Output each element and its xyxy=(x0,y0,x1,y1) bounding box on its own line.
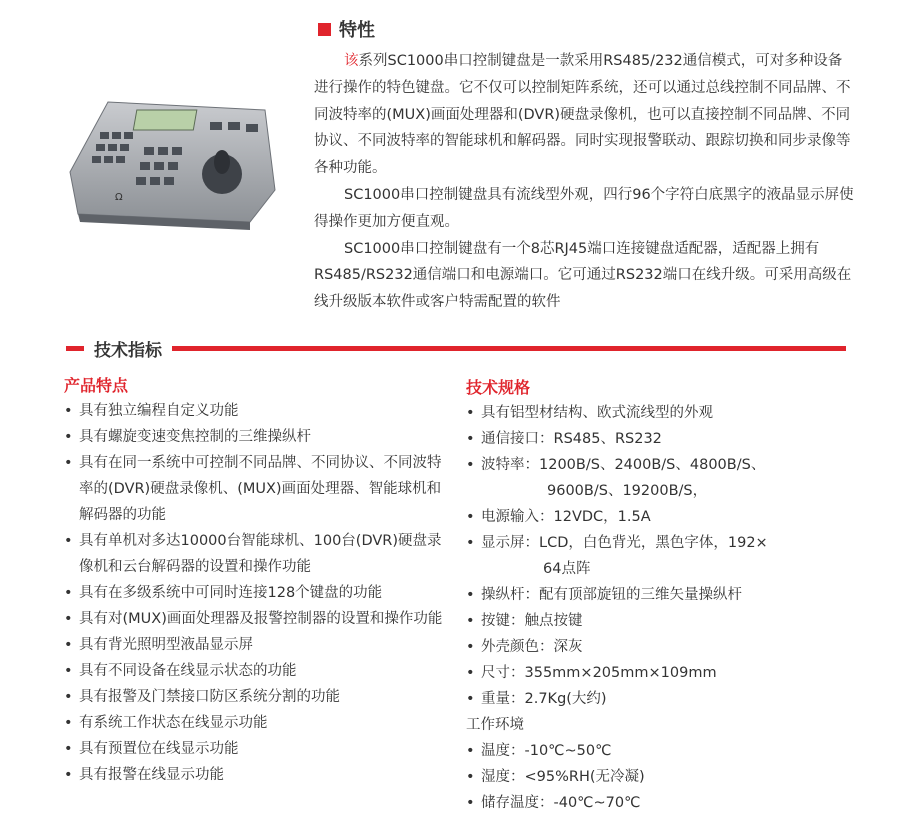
bar-right-divider xyxy=(172,346,846,351)
list-item: • 具有独立编程自定义功能 xyxy=(64,398,450,424)
list-item: • 具有在多级系统中可同时连接128个键盘的功能 xyxy=(64,580,450,606)
list-item: • 尺寸：355mm×205mm×109mm xyxy=(466,660,846,686)
tech-specs-title: 技术规格 xyxy=(466,378,531,397)
list-item: • 具有报警及门禁接口防区系统分割的功能 xyxy=(64,684,450,710)
heading-square-icon xyxy=(318,23,331,36)
list-item: • 具有预置位在线显示功能 xyxy=(64,736,450,762)
list-item: • 储存温度：-40℃~70℃ xyxy=(466,790,846,816)
features-paragraph-3: SC1000串口控制键盘有一个8芯RJ45端口连接键盘适配器，适配器上拥有RS485/RS232通信端口和电源端口。它可通过RS232端口在线升级。可采用高级在线升级版本软件或客户特需配置的软件 xyxy=(314,240,852,311)
list-item: • 具有铝型材结构、欧式流线型的外观 xyxy=(466,400,846,426)
features-title: 特性 xyxy=(339,20,375,41)
features-paragraph-2: SC1000串口控制键盘具有流线型外观，四行96个字符白底黑字的液晶显示屏使得操作更加方便直观。 xyxy=(314,186,854,230)
bar-left-divider xyxy=(66,346,84,351)
features-paragraph-1 xyxy=(314,48,854,182)
display-line-2: 64点阵 xyxy=(543,561,591,577)
product-features-list xyxy=(64,398,450,788)
list-item: • 外壳颜色：深灰 xyxy=(466,634,846,660)
highlight-char: 该 xyxy=(344,53,359,69)
list-item: • 具有螺旋变速变焦控制的三维操纵杆 xyxy=(64,424,450,450)
spec-section-bar xyxy=(66,337,846,359)
product-image xyxy=(60,92,280,242)
spec-section-title: 技术指标 xyxy=(94,340,162,361)
list-item: • 具有单机对多达10000台智能球机、100台(DVR)硬盘录像机和云台解码器的设置和操作功能 xyxy=(64,528,450,580)
list-item: • 有系统工作状态在线显示功能 xyxy=(64,710,450,736)
env-heading: 工作环境 xyxy=(466,717,524,733)
svg-text:Ω: Ω xyxy=(115,192,123,203)
list-item: • 操纵杆：配有顶部旋钮的三维矢量操纵杆 xyxy=(466,582,846,608)
list-item: • 电源输入：12VDC，1.5A xyxy=(466,504,846,530)
baud-line-1: 波特率：1200B/S、2400B/S、4800B/S、 xyxy=(481,457,766,473)
baud-line-2: 9600B/S、19200B/S， xyxy=(547,483,708,499)
list-item xyxy=(466,452,846,504)
list-item: • 具有报警在线显示功能 xyxy=(64,762,450,788)
product-features-title: 产品特点 xyxy=(64,376,129,395)
list-item: • 温度：-10℃~50℃ xyxy=(466,738,846,764)
tech-specs-list xyxy=(466,400,846,816)
list-item: • 湿度：<95%RH(无冷凝) xyxy=(466,764,846,790)
list-item: • 具有不同设备在线显示状态的功能 xyxy=(64,658,450,684)
list-item: • 按键：触点按键 xyxy=(466,608,846,634)
list-item xyxy=(466,530,846,582)
list-item: • 通信接口：RS485、RS232 xyxy=(466,426,846,452)
display-line-1: 显示屏：LCD，白色背光，黑色字体，192× xyxy=(481,535,768,551)
list-item: • 具有背光照明型液晶显示屏 xyxy=(64,632,450,658)
list-item: • 重量：2.7Kg(大约) xyxy=(466,686,846,712)
features-heading xyxy=(318,16,375,42)
list-item: • 具有对(MUX)画面处理器及报警控制器的设置和操作功能 xyxy=(64,606,450,632)
para1-text: 系列SC1000串口控制键盘是一款采用RS485/232通信模式，可对多种设备进行操作的特色键盘。它不仅可以控制矩阵系统，还可以通过总线控制不同品牌、不同波特率的(MUX)画面处理器和(DVR)硬盘录像机，也可以直接控制不同品牌、不同协议、不同波特率的智能球机和解码器。同时实现报警联动、跟踪切换和同步录像等各种功能。 xyxy=(314,53,851,177)
features-body xyxy=(314,48,854,316)
list-item: • 具有在同一系统中可控制不同品牌、不同协议、不同波特率的(DVR)硬盘录像机、(MUX)画面处理器、智能球机和解码器的功能 xyxy=(64,450,450,528)
